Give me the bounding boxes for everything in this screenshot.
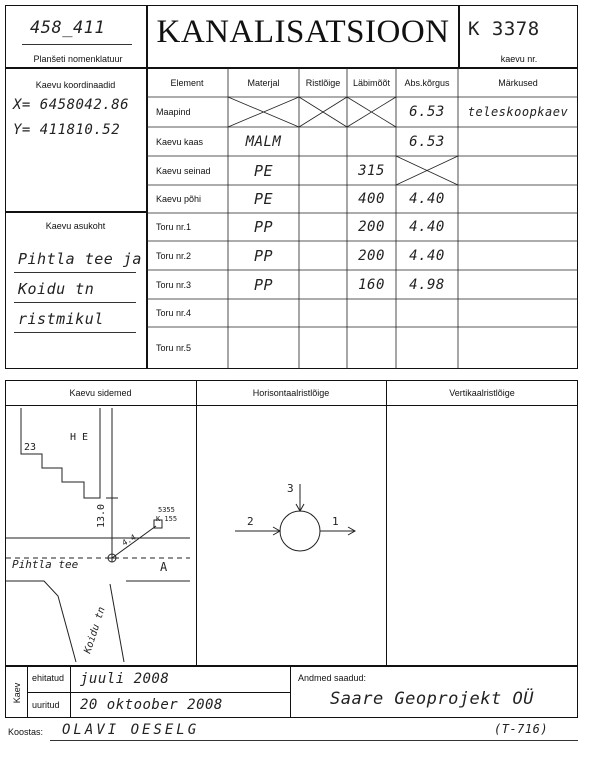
row-abs-height: 6.53 [409,104,445,120]
compiler-underline [50,740,578,741]
row-abs-height: 6.53 [409,133,445,150]
distance-label: 13.0 [96,503,107,528]
house-number: 23 [24,442,37,453]
compiler-value: OLAVI OESELG [62,722,200,738]
built-value: juuli 2008 [80,671,170,687]
footer-divider-mid [290,666,291,718]
location-underline-1 [14,272,136,273]
coordinates-label: Kaevu koordinaadid [35,80,116,90]
data-source-label: Andmed saadud: [298,673,367,683]
col-header-cross-section: Ristlõige [305,77,341,88]
pipe-tag: 4.4 [120,532,138,548]
road-edge-lower [6,581,76,662]
section-connections-title: Kaevu sidemed [69,387,132,398]
row-element: Toru nr.5 [156,343,192,353]
divider-left-column [146,5,148,369]
examined-label: uuritud [32,700,60,710]
footer-label-divider [70,666,71,718]
building-outline [21,408,100,498]
horizontal-section-sketch [197,440,387,640]
built-label: ehitatud [32,673,65,683]
col-header-abs-height: Abs.kõrgus [404,77,450,88]
footer-row-divider [27,692,290,693]
connections-sketch [6,406,196,666]
page-title: KANALISATSIOON [156,14,450,50]
well-number-value: K 3378 [468,18,540,40]
row-element: Maapind [156,107,191,117]
well-tag-bottom: K 155 [156,515,178,523]
row-element: Toru nr.4 [156,308,192,318]
section-horizontal-title: Horisontaalristlõige [252,387,330,398]
row-abs-height: 4.40 [409,191,445,207]
row-element: Toru nr.3 [156,279,192,290]
compiler-label: Koostas: [8,727,44,737]
row-material: PE [253,190,274,208]
row-abs-height: 4.40 [409,247,445,264]
street-side-label: Koidu tn [82,605,108,655]
well-tag-top: 5355 [158,506,175,514]
row-material: PP [253,275,274,294]
pipe-2-label: 2 [247,515,254,528]
examined-value: 20 oktoober 2008 [80,697,223,713]
location-line-2: Koidu tn [18,280,95,298]
sheet-number-value: 458_411 [30,18,106,38]
location-underline-3 [14,332,136,333]
coordinate-x-value: X= 6458042.86 [13,97,130,113]
street-main-label: Pihtla tee [12,558,79,571]
pipe-3-label: 3 [287,482,294,495]
col-header-diameter: Läbimõõt [352,77,391,88]
col-header-material: Materjal [247,77,280,88]
row-abs-height: 4.40 [409,219,445,235]
row-diameter: 160 [358,276,385,293]
row-diameter: 200 [358,247,385,264]
location-line-1: Pihtla tee ja [18,250,142,268]
row-material: PE [253,161,274,180]
location-underline-2 [14,302,136,303]
row-material: PP [253,218,274,236]
row-element: Kaevu põhi [156,194,202,204]
house-letters: H E [70,432,89,443]
point-a-label: A [160,560,168,574]
row-notes: teleskoopkaev [467,105,569,119]
location-label: Kaevu asukoht [45,221,106,231]
row-element: Kaevu seinad [156,165,211,176]
row-material: PP [253,246,274,265]
row-element: Kaevu kaas [156,136,204,147]
well-number-label: kaevu nr. [500,54,538,64]
row-abs-height: 4.98 [409,276,445,293]
pipe-1-label: 1 [332,515,339,528]
col-header-notes: Märkused [498,77,538,88]
divider-left-mid [5,211,146,213]
data-source-value: Saare Geoprojekt OÜ [330,689,534,709]
row-diameter: 400 [358,191,385,207]
row-diameter: 200 [358,219,385,235]
row-element: Toru nr.1 [156,222,192,232]
sheet-nomenclature-label: Planšeti nomenklatuur [33,54,123,64]
row-diameter: 315 [358,162,385,179]
well-circle [280,511,320,551]
row-material: MALM [245,133,282,150]
side-road-right [110,584,124,662]
location-line-3: ristmikul [18,310,104,328]
kaev-label: Kaev [12,682,22,704]
section-vertical-title: Vertikaalristlõige [449,387,515,398]
row-element: Toru nr.2 [156,250,192,261]
coordinate-y-value: Y= 411810.52 [13,122,121,138]
document-code: (T-716) [494,722,549,736]
col-header-element: Element [170,77,204,88]
sheet-number-underline [22,44,132,45]
